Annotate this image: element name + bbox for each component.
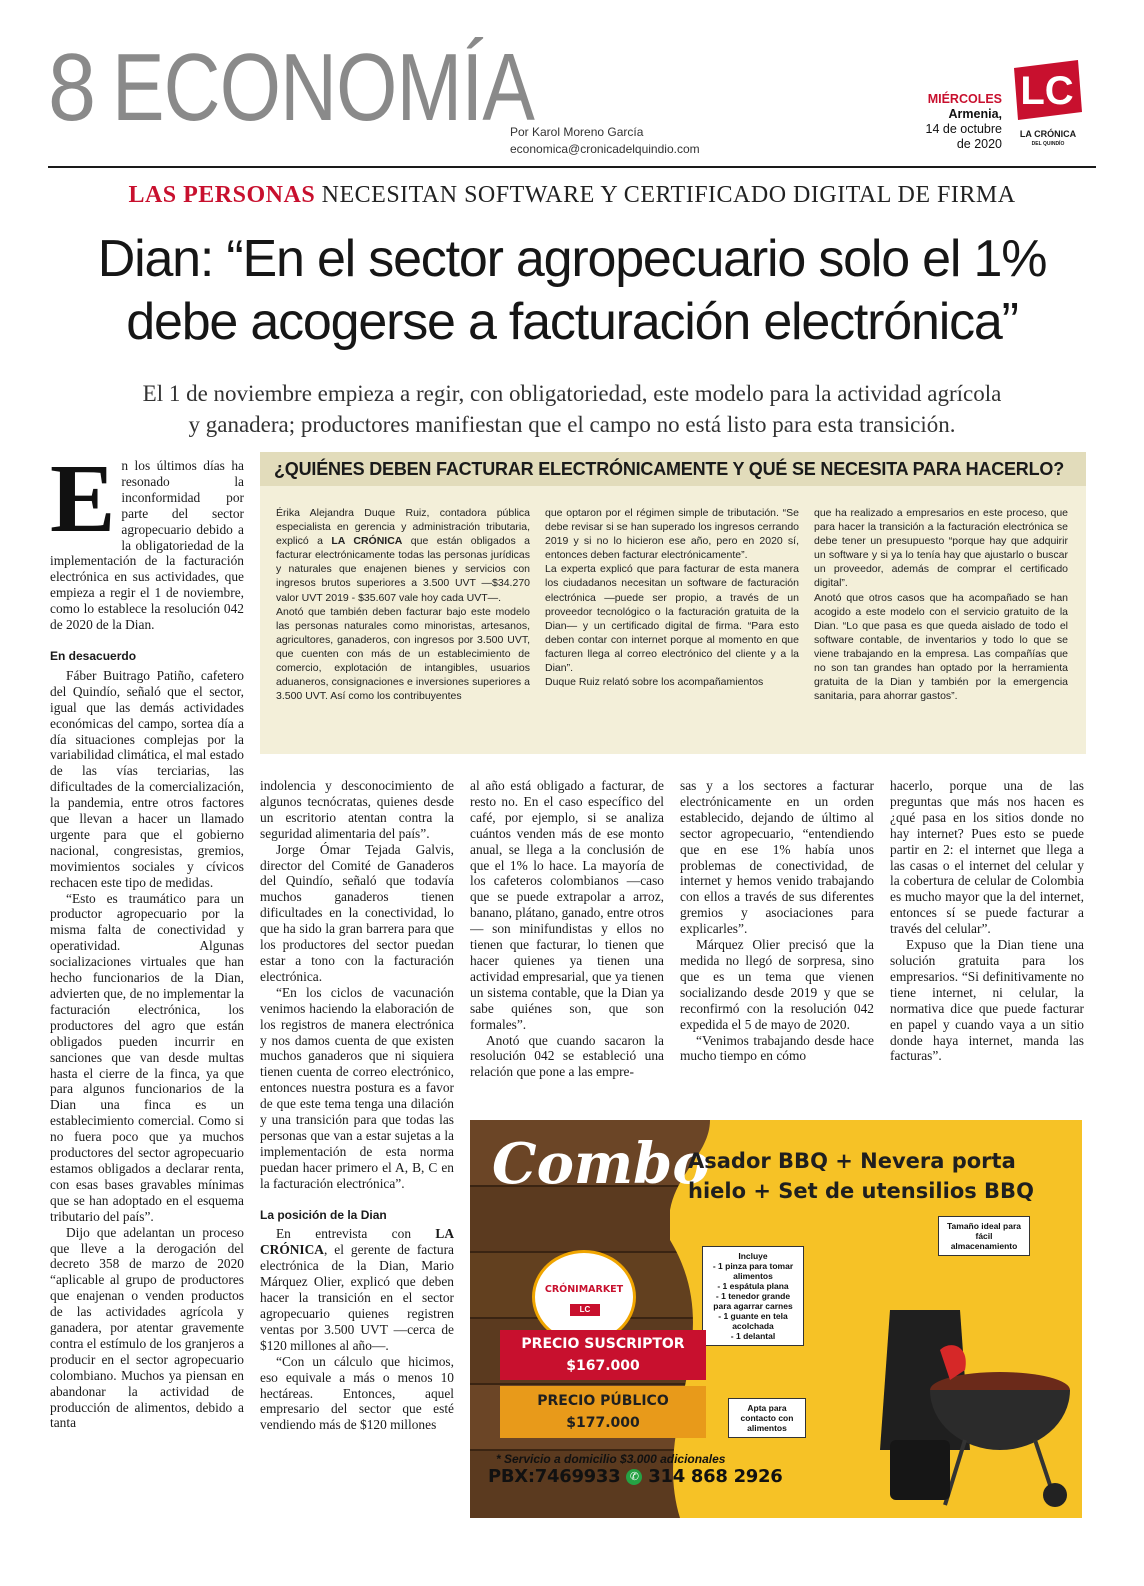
delivery-note: * Servicio a domicilio $3.000 adicionales [496, 1452, 726, 1466]
whatsapp-number[interactable]: 314 868 2926 [648, 1466, 783, 1487]
headline-line-1: Dian: “En el sector agropecuario solo el 1% [97, 230, 1047, 288]
price-subscriber [500, 1330, 706, 1380]
date-day: MIÉRCOLES [927, 92, 1002, 106]
paragraph: Márquez Olier precisó que la medida no llegó de sorpresa, sino que es un tema que vienen socializando desde 2019 y que se reconfirmó con la resolución 042 expedida el 5 de mayo de 2020. [680, 937, 874, 1032]
article-column-3 [470, 778, 664, 1108]
subhead-line-2: y ganadera; productores manifiestan que el campo no está listo para esta transición. [188, 412, 956, 437]
pbx-number[interactable]: PBX:7469933 [488, 1466, 621, 1487]
byline-author: Por Karol Moreno García [510, 125, 644, 139]
header-rule [48, 166, 1096, 168]
sidebar-column-3 [814, 506, 1068, 744]
logo-name [1008, 129, 1088, 149]
paragraph: “Con un cálculo que hicimos, eso equivale a más o menos 10 hectáreas. Entonces, aquel empresario del sector que esté vendiendo más de $120 millones [260, 1353, 454, 1433]
date-block [926, 92, 1002, 152]
date-city: Armenia, [948, 107, 1002, 121]
paragraph: indolencia y desconocimiento de algunos tecnócratas, quienes desde un escritorio atentan contra la seguridad alimentaria del país”. [260, 778, 454, 841]
headline [40, 228, 1104, 354]
cronimarket-lc: LC [570, 1304, 600, 1316]
kicker-rest: NECESITAN SOFTWARE Y CERTIFICADO DIGITAL DE FIRMA [321, 182, 1016, 208]
sidebar-paragraph: Anotó que otros casos que ha acompañado se han acogido a este modelo con el servicio gratuito de la Dian. “Lo que pasa es que queda aislado de todo el software contable, de inventarios y todo lo que se viene trabajando en la empresa. Las compañías que no son tan grandes han optado por la herramienta gratuita de la Dian y también por la emergencia sanitaria, para ahorrar gastos”. [814, 591, 1068, 703]
ad-include-item: - 1 pinza para tomar alimentos [712, 1261, 794, 1281]
subheadline [40, 378, 1104, 440]
sidebar-box-title: ¿QUIÉNES DEBEN FACTURAR ELECTRÓNICAMENTE Y QUÉ SE NECESITA PARA HACERLO? [260, 452, 1086, 486]
sidebar-paragraph: La experta explicó que para facturar de esta manera los ciudadanos necesitan un software de facturación electrónica —puede ser propio, a través de un proveedor tecnológico o la facturación gratuita de la Dian— y un certificado digital de firma. “Para esto deben contar con internet porque al momento en que facturen llega al correo electrónico del cliente y a la Dian”. [545, 563, 799, 675]
ad-include-item: - 1 espátula plana [717, 1281, 789, 1291]
paragraph: hacerlo, porque una de las preguntas que más nos hacen es ¿qué pasa en los sitios donde no hay internet? Pues esto se puede partir en 2: el internet que llega a las casas o el internet del celular y la cobertura de celular de Colombia es mucho mayor que la del internet, entonces sí se puede facturar a través del celular”. [890, 778, 1084, 937]
sidebar-paragraph: Duque Ruiz relató sobre los acompañamientos [545, 676, 764, 689]
paragraph: “Venimos trabajando desde hace mucho tiempo en cómo [680, 1032, 874, 1064]
ad-storage-note: Tamaño ideal para fácil almacenamiento [938, 1216, 1030, 1256]
cronimarket-name: CRÓNIMARKET [544, 1284, 624, 1295]
whatsapp-icon: ✆ [626, 1469, 642, 1485]
paragraph: “Esto es traumático para un productor agropecuario por la misma falta de conectividad y operatividad. Algunas socializaciones virtuales que han hecho funcionarios de la Dian, advierten que, de no implementar la facturación electrónica, los productores del agro que están obligados pueden incurrir en sanciones que van desde multas hasta el cierre de la finca, ya que para algunos funcionarios de la Dian una finca es un establecimiento comercial. Como si no fuera poco que ya muchos productores del sector agropecuario estamos obligados a declarar renta, con esas bases gravables mínimas que se han adoptado en el esquema tributario del país”. [50, 890, 244, 1224]
ad-include-item: - 1 delantal [730, 1331, 776, 1341]
paragraph [260, 1226, 454, 1353]
subhead-line-1: El 1 de noviembre empieza a regir, con obligatoriedad, este modelo para la actividad agrícola [142, 381, 1002, 406]
ad-include-item: - 1 guante en tela acolchada [718, 1311, 788, 1331]
logo-small-text: DEL QUINDÍO [1031, 141, 1065, 147]
combo-advertisement[interactable] [470, 1120, 1082, 1518]
headline-line-2: debe acogerse a facturación electrónica” [126, 293, 1018, 351]
bbq-grill-image [850, 1300, 1080, 1510]
article-column-5 [890, 778, 1084, 1108]
paragraph-bold-text: LA CRÓNICA [260, 1226, 454, 1258]
kicker [0, 182, 1144, 209]
price-public-label: PRECIO PÚBLICO [537, 1393, 669, 1409]
sidebar-paragraph: Anotó que también deben facturar bajo este modelo las personas naturales como minoristas, artesanos, agricultores, ganaderos, con ingresos por 3.500 UVT, que cuenten con más de un establecimiento de comercio, explotación de intangibles, usuarios aduaneros, consignaciones e inversiones superiores a 3.500 UVT. Así como los contribuyentes [276, 605, 530, 703]
ad-title: Asador BBQ + Nevera porta hielo + Set de utensilios BBQ [688, 1149, 1034, 1203]
paragraph: Expuso que la Dian tiene una solución gratuita para los empresarios. “Si definitivamente no tiene internet, ni celular, la normativa dice que puede facturar en papel y cuando vaya a un sitio donde haya internet, manda las facturas”. [890, 937, 1084, 1064]
sidebar-paragraph: que optaron por el régimen simple de tributación. “Se debe revisar si se han superado los ingresos cerrando 2019 y si no lo hicieron ese año, pero en 2020 sí, entonces deben facturar electrónicamente”. [545, 507, 799, 562]
byline [510, 124, 700, 158]
byline-email[interactable]: economica@cronicadelquindio.com [510, 142, 700, 156]
sidebar-paragraph: que ha realizado a empresarios en este proceso, que para hacer la transición a la facturación electrónica se debe tener un presupuesto “porque hay que adquirir un software y si ya lo tenía hay que ajustarlo o buscar un proveedor, además de comprar el certificado digital”. [814, 507, 1068, 590]
paragraph-text: , el gerente de factura electrónica de la Dian, Mario Márquez Olier, explicó que deben hacer la transición en el sector agropecuario quienes registren ventas por 3.500 UVT —cerca de $120 millones al año—. [260, 1242, 454, 1353]
ad-includes-note [702, 1246, 804, 1346]
article-column-2 [260, 778, 454, 1518]
sidebar-text: que están obligados a facturar electrónicamente todas las personas jurídicas y naturales que enajenen bienes y servicios con ingresos brutos superiores a 3.500 UVT —$34.270 valor UVT 2019 - $35.607 vale hoy cada UVT—. [276, 535, 530, 604]
ad-includes-title: Incluye [738, 1251, 768, 1261]
phone-line[interactable] [488, 1466, 782, 1487]
paragraph: sas y a los sectores a facturar electrónicamente en un orden establecido, dejando de último al sector agropecuario, “entendiendo que en ese 1% había unos problemas de conectividad, de internet y hemos venido trabajando con ellos a través de sus diferentes gremios y asociaciones para explicarles”. [680, 778, 874, 937]
paragraph: Fáber Buitrago Patiño, cafetero del Quindío, señaló que el sector, igual que las demás actividades económicas del campo, sortea día a día situaciones complejas por la variabilidad climática, el mal estado de las vías terciarias, las dificultades de la comercialización, la pandemia, entre otros factores que llevan a hacer un llamado urgente para que el gobierno nacional, congresistas, gremios, movimientos sociales y cívicos rechacen este tipo de medidas. [50, 667, 244, 890]
ad-combo-label: Combo [492, 1131, 710, 1197]
paragraph: Anotó que cuando sacaron la resolución 042 se estableció una relación que pone a las empre- [470, 1032, 664, 1080]
ad-include-item: - 1 tenedor grande para agarrar carnes [713, 1291, 793, 1311]
page-number: 8 [48, 34, 95, 141]
sidebar-column-2 [545, 506, 799, 744]
price-public-value: $177.000 [566, 1415, 640, 1431]
sidebar-paragraph [276, 506, 530, 605]
paragraph: Jorge Ómar Tejada Galvis, director del Comité de Ganaderos del Quindío, señaló que todavía muchos ganaderos tienen dificultades en la conectividad, lo que ha sido la gran barrera para que los productores del sector puedan estar a tono con la facturación electrónica. [260, 841, 454, 984]
article-column-1 [50, 458, 244, 1518]
price-public [500, 1386, 706, 1438]
newspaper-logo [1012, 60, 1082, 120]
date-line-1: 14 de octubre [925, 122, 1002, 136]
subheading-posicion-dian: La posición de la Dian [260, 1207, 387, 1222]
drop-cap: E [50, 458, 116, 553]
sidebar-column-1 [276, 506, 530, 744]
price-subscriber-label: PRECIO SUSCRIPTOR [521, 1336, 685, 1352]
paragraph-text: En entrevista con [276, 1226, 436, 1242]
sidebar-bold-text: LA CRÓNICA [331, 535, 403, 548]
paragraph: al año está obligado a facturar, de resto no. En el caso específico del café, por ejemplo, si se analiza cuántos venden más de ese monto anual, se llega a la conclusión de que el 1% lo hace. La mayoría de los cafeteros colombianos —caso que se puede extrapolar a arroz, banano, plátano, ganado, entre otros— son minifundistas y ellos no tienen que facturar, lo tienen que hacer quienes ya tienen una actividad empresarial, que ya tienen un sistema contable, que la Dian ya sabe quiénes son, que son formales”. [470, 778, 664, 1032]
article-column-4 [680, 778, 874, 1108]
kicker-red: LAS PERSONAS [128, 182, 316, 208]
sidebar-text: Érika Alejandra Duque Ruiz, contadora pública especialista en gerencia y administración tributaria, explicó a [276, 507, 530, 548]
subheading-desacuerdo: En desacuerdo [50, 648, 137, 663]
date-line-2: de 2020 [956, 137, 1002, 151]
price-subscriber-value: $167.000 [566, 1358, 640, 1374]
ad-food-safe-note: Apta para contacto con alimentos [728, 1398, 806, 1438]
paragraph: “En los ciclos de vacunación venimos haciendo la elaboración de los registros de manera electrónica y nos damos cuenta de que existen muchos ganaderos que ni siquiera tienen cuenta de correo electrónico, entonces nuestra postura es a favor de que este tema tenga una dilación y una transición para que todas las personas que van a estar sujetas a la implementación de esta norma puedan hacer primero el A, B, C en la facturación electrónica”. [260, 984, 454, 1191]
logo-letters: LC [1020, 69, 1074, 113]
paragraph: Dijo que adelantan un proceso que lleve a la derogación del decreto 358 de marzo de 2020 “aplicable al grupo de productores que enajenan o venden productos de las actividades agrícola y ganadera, por atentar gravemente contra el estímulo de los granjeros a producir en el sector agropecuario colombiano. Muchos ya piensan en abandonar la actividad de producción de alimentos, debido a tanta [50, 1224, 244, 1431]
logo-name-text: LA CRÓNICA [1019, 129, 1077, 139]
section-title: ECONOMÍA [112, 34, 535, 141]
paragraph: n los últimos días ha resonado la inconformidad por parte del sector agropecuario debido a la obligatoriedad de la implementación de la facturación electrónica en sus actividades, que empieza a regir el 1 de noviembre, como lo establece la resolución 042 de 2020 de la Dian. [50, 458, 244, 633]
